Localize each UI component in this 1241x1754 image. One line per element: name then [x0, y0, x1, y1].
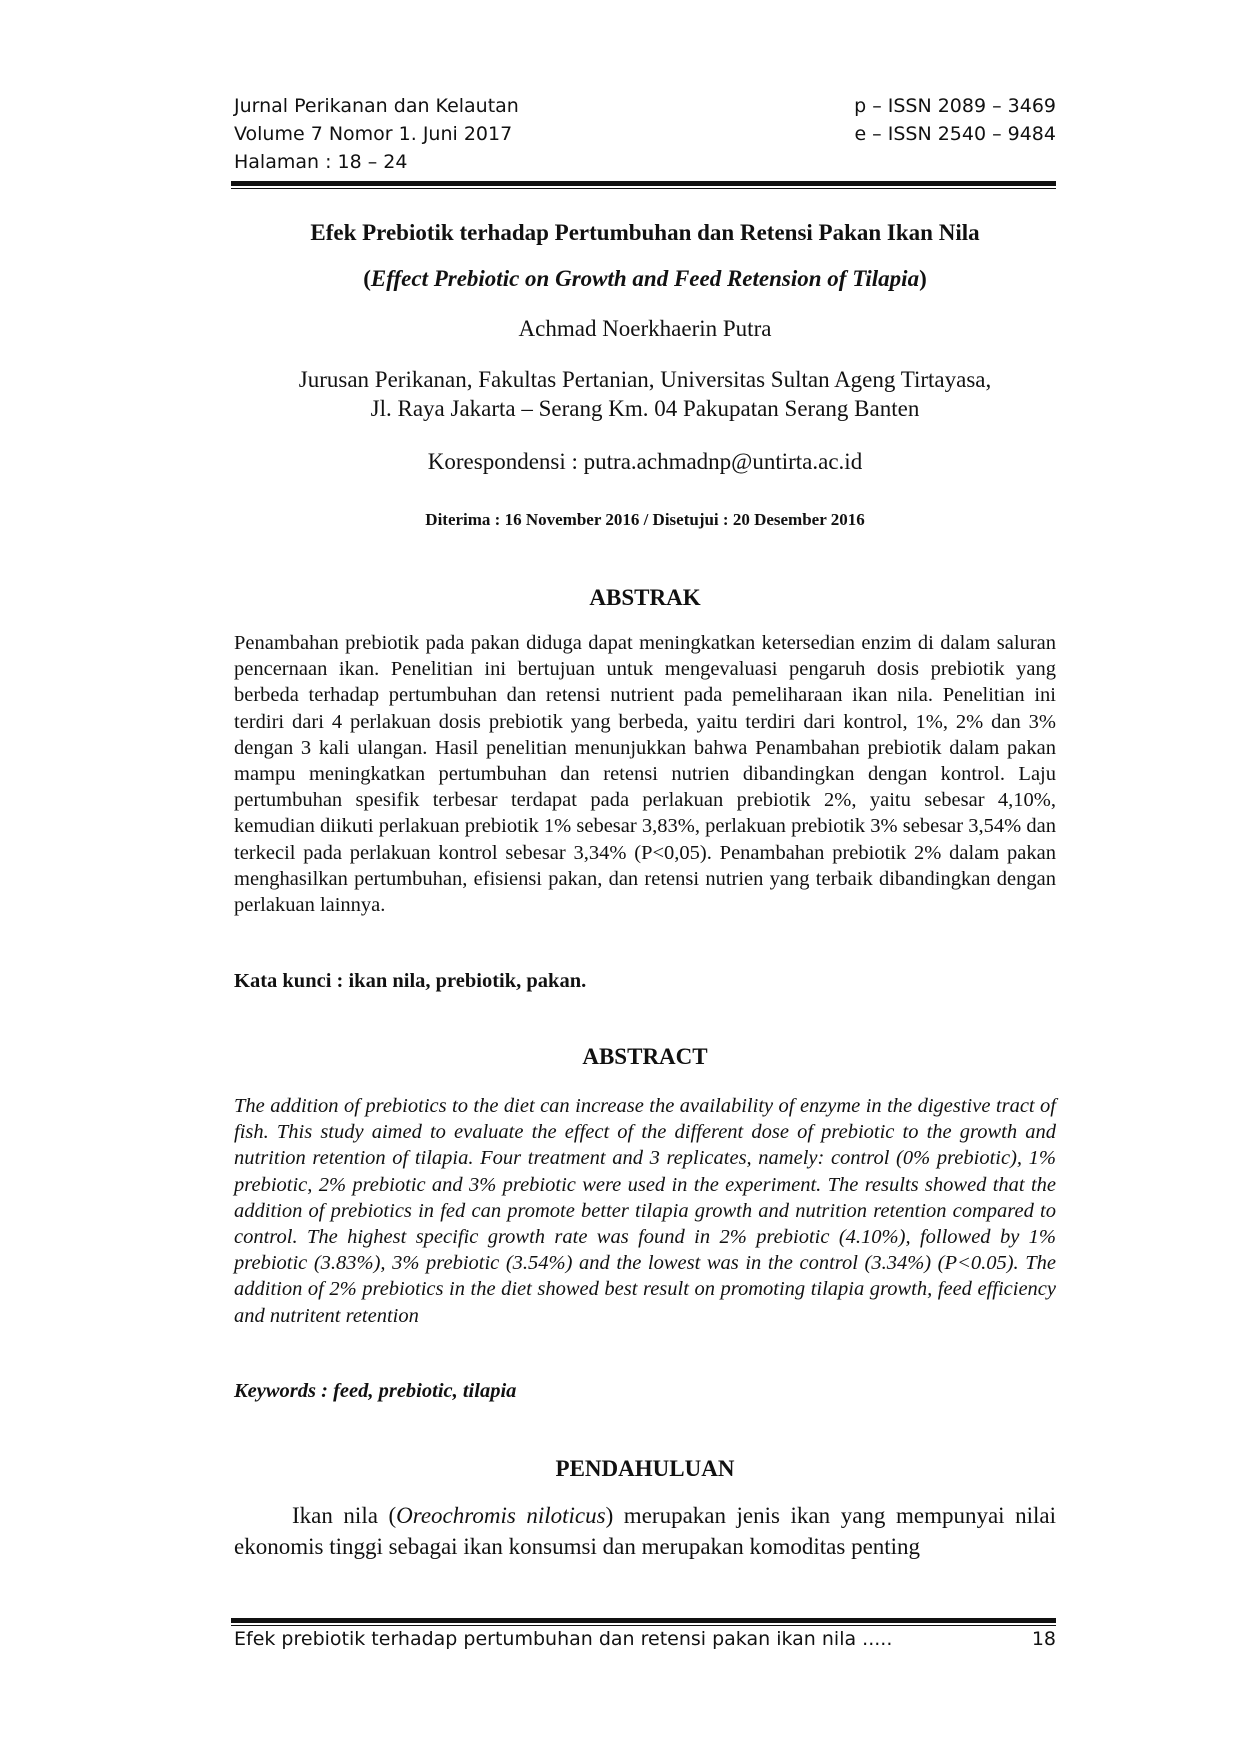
- author-name: Achmad Noerkhaerin Putra: [518, 316, 772, 341]
- page-number: 18: [1031, 1628, 1056, 1650]
- abstract-keywords: Keywords : feed, prebiotic, tilapia: [234, 1380, 517, 1402]
- affiliation-line-2: Jl. Raya Jakarta – Serang Km. 04 Pakupatan Serang Banten: [370, 396, 920, 421]
- p-issn: p – ISSN 2089 – 3469: [854, 95, 1056, 117]
- submission-dates: Diterima : 16 November 2016 / Disetujui : 20 Desember 2016: [425, 510, 865, 529]
- abstrak-keywords: Kata kunci : ikan nila, prebiotik, pakan.: [234, 970, 587, 992]
- abstract-text: The addition of prebiotics to the diet can increase the availability of enzyme in the digestive tract of fish. This study aimed to evaluate the effect of the different dose of prebiotic to the growth and nutrition retention of tilapia. Four treatment and 3 replicates, namely: control (0% prebiotic), 1% prebiotic, 2% prebiotic and 3% prebiotic were used in the experiment. The results showed that the addition of prebiotics in fed can promote better tilapia growth and nutrition retention compared to control. The highest specific growth rate was found in 2% prebiotic (4.10%), followed by 1% prebiotic (3.83%), 3% prebiotic (3.54%) and the lowest was in the control (3.34%) (P<0.05). The addition of 2% prebiotics in the diet showed best result on promoting tilapia growth, feed efficiency and nutritent retention: [234, 1095, 1056, 1327]
- header-rule: [231, 181, 1056, 189]
- pendahuluan-heading: PENDAHULUAN: [555, 1456, 735, 1481]
- journal-volume: Volume 7 Nomor 1. Juni 2017: [234, 123, 513, 145]
- subtitle-english: Effect Prebiotic on Growth and Feed Retension of Tilapia: [370, 266, 920, 291]
- pendahuluan-paragraph: Ikan nila (Oreochromis niloticus) merupakan jenis ikan yang mempunyai nilai ekonomis tinggi sebagai ikan konsumsi dan merupakan komoditas penting: [234, 1503, 1056, 1559]
- paper-title: Efek Prebiotik terhadap Pertumbuhan dan Retensi Pakan Ikan Nila: [310, 220, 980, 245]
- footer-rule: [231, 1618, 1056, 1626]
- correspondence: Korespondensi : putra.achmadnp@untirta.ac.id: [427, 449, 863, 474]
- affiliation: [234, 365, 1056, 423]
- abstract-heading: ABSTRACT: [582, 1044, 708, 1069]
- abstrak-heading: ABSTRAK: [589, 585, 701, 610]
- page-footer: [234, 1628, 1056, 1650]
- journal-pages: Halaman : 18 – 24: [234, 151, 408, 173]
- running-title: Efek prebiotik terhadap pertumbuhan dan retensi pakan ikan nila .....: [234, 1628, 893, 1650]
- e-issn: e – ISSN 2540 – 9484: [854, 123, 1056, 145]
- affiliation-line-1: Jurusan Perikanan, Fakultas Pertanian, Universitas Sultan Ageng Tirtayasa,: [298, 367, 992, 392]
- paper-subtitle: (Effect Prebiotic on Growth and Feed Retension of Tilapia): [363, 266, 927, 291]
- journal-header: [234, 92, 1056, 176]
- journal-name: Jurnal Perikanan dan Kelautan: [234, 95, 519, 117]
- species-name: Oreochromis niloticus: [396, 1503, 606, 1528]
- abstrak-text: Penambahan prebiotik pada pakan diduga dapat meningkatkan ketersedian enzim di dalam saluran pencernaan ikan. Penelitian ini bertujuan untuk mengevaluasi pengaruh dosis prebiotik yang berbeda terhadap pertumbuhan dan retensi nutrient pada pemeliharaan ikan nila. Penelitian ini terdiri dari 4 perlakuan dosis prebiotik yang berbeda, yaitu terdiri dari kontrol, 1%, 2% dan 3% dengan 3 kali ulangan. Hasil penelitian menunjukkan bahwa Penambahan prebiotik dalam pakan mampu meningkatkan pertumbuhan dan retensi nutrien dibandingkan dengan kontrol. Laju pertumbuhan spesifik terbesar terdapat pada perlakuan prebiotik 2%, yaitu sebesar 4,10%, kemudian diikuti perlakuan prebiotik 1% sebesar 3,83%, perlakuan prebiotik 3% sebesar 3,54% dan terkecil pada perlakuan kontrol sebesar 3,34% (P<0,05). Penambahan prebiotik 2% dalam pakan menghasilkan pertumbuhan, efisiensi pakan, dan retensi nutrien yang terbaik dibandingkan dengan perlakuan lainnya.: [234, 632, 1056, 917]
